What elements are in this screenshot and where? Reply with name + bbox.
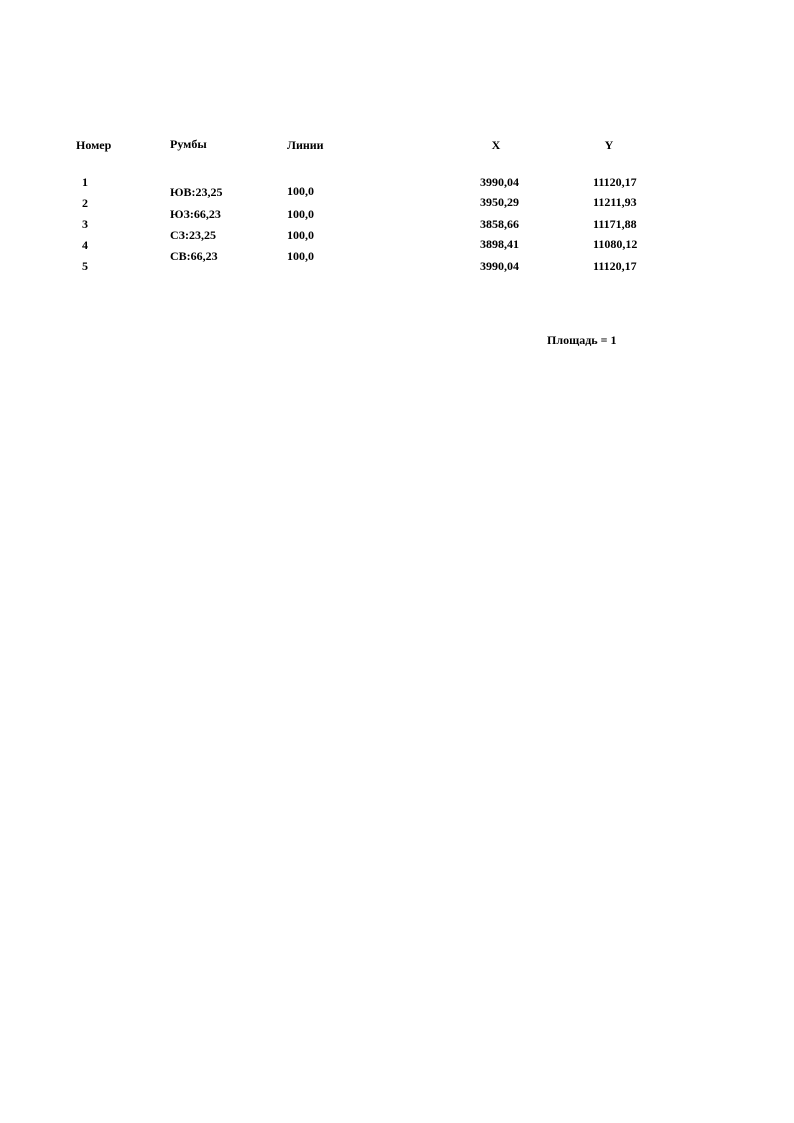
point-number: 2 [82, 196, 88, 210]
header-x: X [491, 138, 501, 152]
header-y: Y [604, 138, 614, 152]
point-number: 3 [82, 217, 88, 231]
segment-line: 100,0 [287, 184, 314, 198]
point-number: 4 [82, 238, 88, 252]
point-number: 1 [82, 175, 88, 189]
coordinate-x: 3990,04 [480, 259, 519, 273]
header-number: Номер [76, 138, 112, 152]
coordinate-y: 11171,88 [593, 217, 637, 231]
area-value: Площадь = 1 [547, 333, 617, 347]
coordinate-x: 3990,04 [480, 175, 519, 189]
segment-rhumb: ЮВ:23,25 [170, 185, 223, 199]
segment-rhumb: СВ:66,23 [170, 249, 218, 263]
segment-line: 100,0 [287, 228, 314, 242]
coordinate-y: 11211,93 [593, 195, 637, 209]
coordinate-y: 11080,12 [593, 237, 638, 251]
segment-rhumb: ЮЗ:66,23 [170, 207, 221, 221]
segment-line: 100,0 [287, 207, 314, 221]
header-lines: Линии [287, 138, 324, 152]
coordinate-x: 3858,66 [480, 217, 519, 231]
coordinate-x: 3950,29 [480, 195, 519, 209]
coordinate-x: 3898,41 [480, 237, 519, 251]
coordinate-y: 11120,17 [593, 175, 637, 189]
coordinate-y: 11120,17 [593, 259, 637, 273]
segment-line: 100,0 [287, 249, 314, 263]
header-rhumbs: Румбы [170, 137, 207, 151]
segment-rhumb: СЗ:23,25 [170, 228, 216, 242]
point-number: 5 [82, 259, 88, 273]
